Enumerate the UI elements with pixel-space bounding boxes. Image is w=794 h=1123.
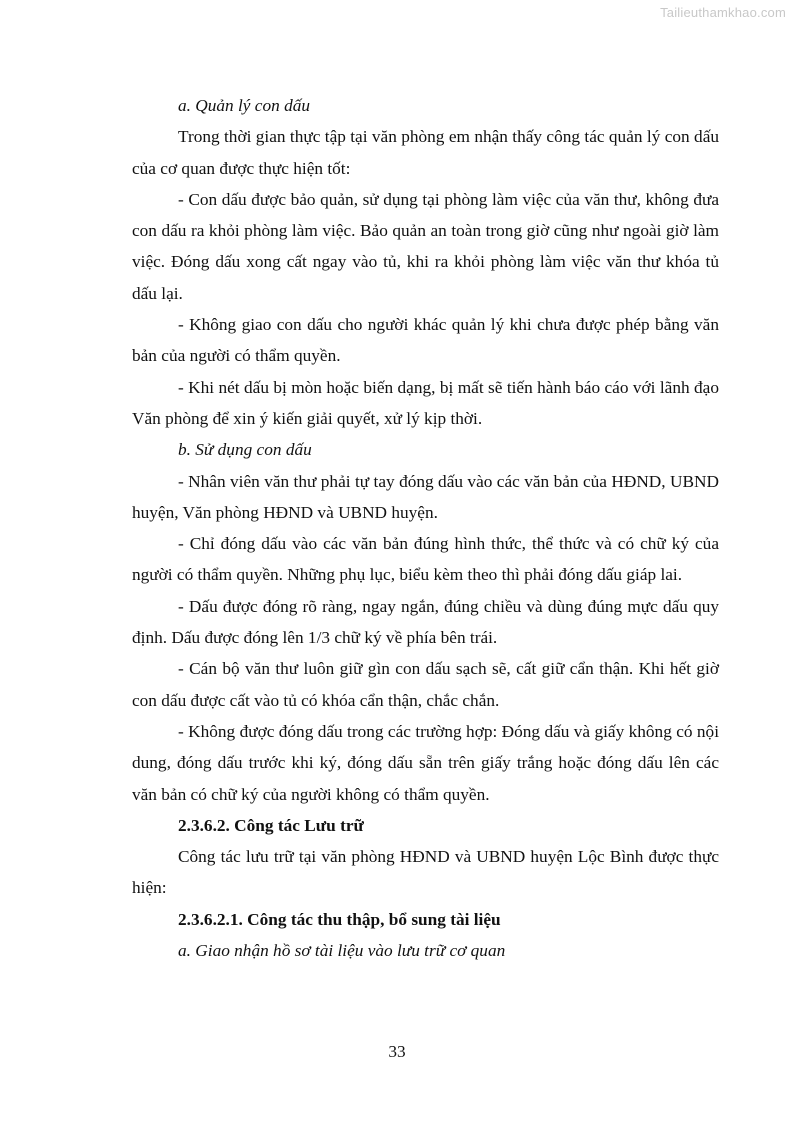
paragraph: Công tác lưu trữ tại văn phòng HĐND và UBND huyện Lộc Bình được thực hiện: [132, 847, 719, 898]
bullet-paragraph: - Không giao con dấu cho người khác quản lý khi chưa được phép bằng văn bản của người có thẩm quyền. [132, 315, 719, 366]
subheading-handover: a. Giao nhận hồ sơ tài liệu vào lưu trữ cơ quan [178, 941, 506, 961]
bullet-paragraph: - Nhân viên văn thư phải tự tay đóng dấu vào các văn bản của HĐND, UBND huyện, Văn phòng HĐND và UBND huyện. [132, 471, 719, 522]
bullet-paragraph: - Dấu được đóng rõ ràng, ngay ngắn, đúng chiều và dùng đúng mực dấu quy định. Dấu được đóng lên 1/3 chữ ký về phía bên trái. [132, 596, 719, 648]
bullet-paragraph: - Chỉ đóng dấu vào các văn bản đúng hình thức, thể thức và có chữ ký của người có thẩm quyền. Những phụ lục, biểu kèm theo thì phải đóng dấu giáp lai. [132, 534, 719, 585]
watermark-text: Tailieuthamkhao.com [660, 5, 786, 20]
bullet-paragraph: - Con dấu được bảo quản, sử dụng tại phòng làm việc của văn thư, không đưa con dấu ra khỏi phòng làm việc. Bảo quản an toàn trong giờ cũng như ngoài giờ làm việc. Đóng dấu xong cất ngay vào tủ, khi ra khỏi phòng làm việc văn thư khóa tủ dấu lại. [132, 189, 719, 303]
subheading-seal-usage: b. Sử dụng con dấu [178, 440, 312, 460]
page-number: 33 [388, 1042, 406, 1061]
bullet-paragraph: - Không được đóng dấu trong các trường hợp: Đóng dấu và giấy không có nội dung, đóng dấu trước khi ký, đóng dấu sẵn trên giấy trắng hoặc đóng dấu lên các văn bản có chữ ký của người không có thẩm quyền. [132, 721, 719, 804]
paragraph: Trong thời gian thực tập tại văn phòng em nhận thấy công tác quản lý con dấu của cơ quan được thực hiện tốt: [132, 127, 719, 178]
bullet-paragraph: - Khi nét dấu bị mòn hoặc biến dạng, bị mất sẽ tiến hành báo cáo với lãnh đạo Văn phòng để xin ý kiến giải quyết, xử lý kịp thời. [132, 377, 719, 428]
bullet-paragraph: - Cán bộ văn thư luôn giữ gìn con dấu sạch sẽ, cất giữ cẩn thận. Khi hết giờ con dấu được cất vào tủ có khóa cẩn thận, chắc chắn. [132, 659, 719, 710]
document-body [132, 90, 719, 966]
section-heading-collection: 2.3.6.2.1. Công tác thu thập, bổ sung tài liệu [178, 909, 501, 929]
section-heading-archive: 2.3.6.2. Công tác Lưu trữ [178, 815, 364, 835]
subheading-seal-management: a. Quản lý con dấu [178, 96, 310, 115]
